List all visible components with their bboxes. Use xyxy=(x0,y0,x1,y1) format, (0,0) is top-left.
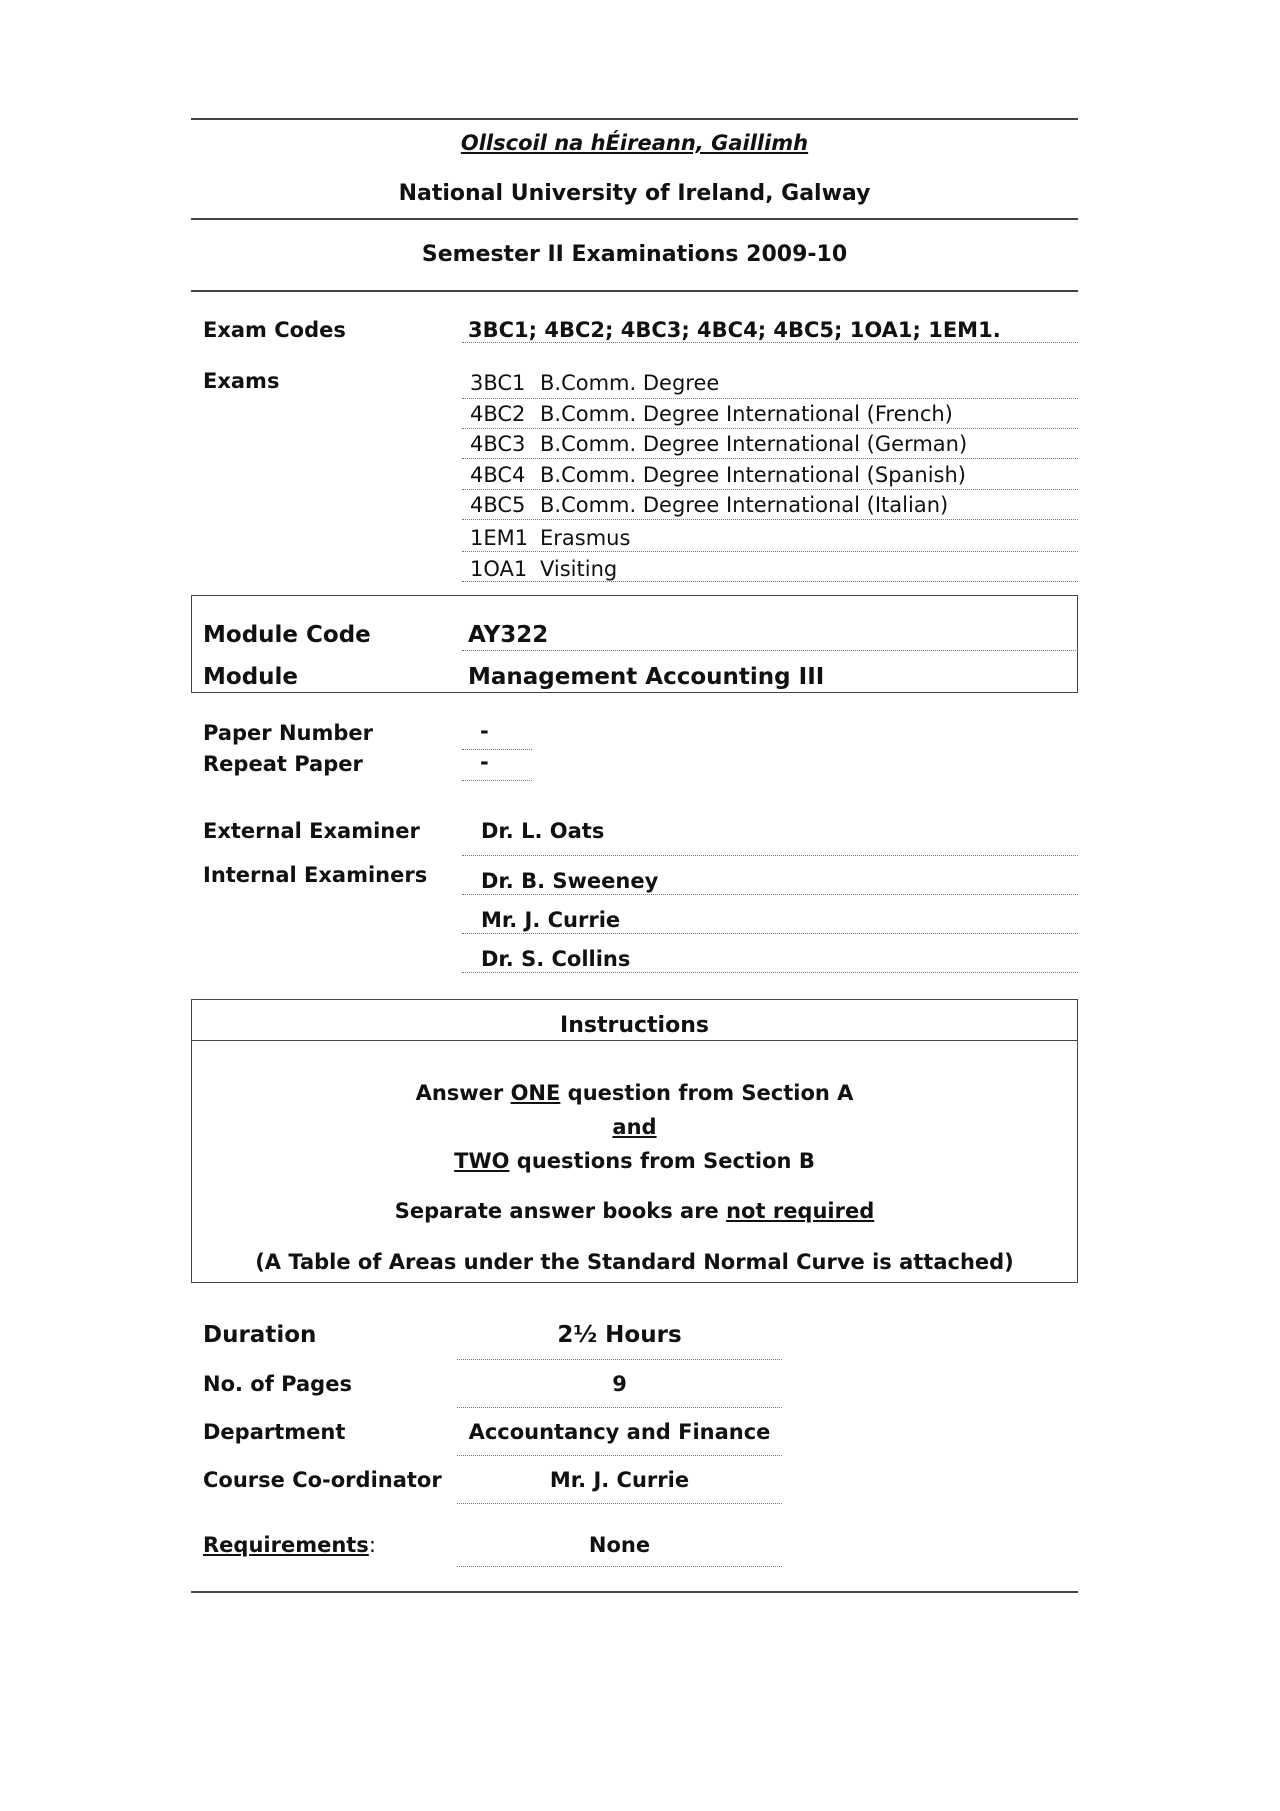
duration-value: 2½ Hours xyxy=(557,1322,682,1348)
exam-row: 1EM1 Erasmus xyxy=(470,526,631,550)
module-code-label: Module Code xyxy=(203,622,371,648)
pages-value: 9 xyxy=(612,1372,627,1396)
repeat-paper-value: - xyxy=(480,750,489,774)
exam-row-rule xyxy=(462,551,1078,552)
university-name-irish: Ollscoil na hÉireann, Gaillimh xyxy=(460,131,809,155)
instructions-box xyxy=(191,999,1078,1283)
coordinator-rule xyxy=(457,1503,782,1504)
semester-title: Semester II Examinations 2009-10 xyxy=(421,242,848,267)
module-name-value: Management Accounting III xyxy=(468,664,825,690)
repeat-paper-label: Repeat Paper xyxy=(203,752,363,776)
instruction-table-note: (A Table of Areas under the Standard Normal Curve is attached) xyxy=(255,1250,1014,1274)
exams-label: Exams xyxy=(203,369,280,393)
requirements-rule xyxy=(457,1566,782,1567)
exam-codes-label: Exam Codes xyxy=(203,318,346,342)
instruction-section-a: Answer ONE question from Section A xyxy=(415,1081,854,1105)
exam-row: 4BC2 B.Comm. Degree International (French) xyxy=(470,402,953,426)
instructions-title: Instructions xyxy=(560,1013,709,1038)
semester-rule xyxy=(191,290,1078,292)
exam-row: 3BC1 B.Comm. Degree xyxy=(470,371,720,395)
top-rule xyxy=(191,118,1078,120)
pages-rule xyxy=(457,1407,782,1408)
university-name-english: National University of Ireland, Galway xyxy=(398,181,871,206)
exam-row-rule xyxy=(462,489,1078,490)
pages-label: No. of Pages xyxy=(203,1372,352,1396)
internal-examiner-rule xyxy=(462,894,1078,895)
coordinator-value: Mr. J. Currie xyxy=(549,1468,690,1492)
repeat-paper-rule xyxy=(462,780,532,781)
department-value: Accountancy and Finance xyxy=(468,1420,771,1444)
internal-examiner: Mr. J. Currie xyxy=(481,908,621,932)
module-code-rule xyxy=(462,650,1078,651)
exam-row: 4BC3 B.Comm. Degree International (German) xyxy=(470,432,968,456)
department-label: Department xyxy=(203,1420,346,1444)
duration-label: Duration xyxy=(203,1322,317,1348)
exam-row-rule xyxy=(462,581,1078,582)
exam-row-rule xyxy=(462,398,1078,399)
internal-examiner: Dr. S. Collins xyxy=(481,947,631,971)
bottom-rule xyxy=(191,1591,1078,1593)
exam-row: 1OA1 Visiting xyxy=(470,557,618,581)
duration-rule xyxy=(457,1359,782,1360)
header-rule xyxy=(191,218,1078,220)
paper-number-rule xyxy=(462,749,532,750)
paper-number-label: Paper Number xyxy=(203,721,373,745)
instruction-and: and xyxy=(612,1115,657,1139)
instructions-title-rule xyxy=(191,1040,1078,1041)
requirements-label: Requirements: xyxy=(203,1533,376,1557)
requirements-value: None xyxy=(588,1533,651,1557)
instruction-section-b: TWO questions from Section B xyxy=(454,1149,815,1173)
paper-number-value: - xyxy=(480,719,489,743)
module-code-value: AY322 xyxy=(468,622,549,648)
exam-row: 4BC4 B.Comm. Degree International (Spanish) xyxy=(470,463,966,487)
internal-examiner: Dr. B. Sweeney xyxy=(481,869,659,893)
internal-examiner-rule xyxy=(462,933,1078,934)
instruction-answer-books: Separate answer books are not required xyxy=(394,1199,875,1223)
exam-row: 4BC5 B.Comm. Degree International (Italian) xyxy=(470,493,949,517)
external-examiner-label: External Examiner xyxy=(203,819,420,843)
external-examiner-value: Dr. L. Oats xyxy=(481,819,605,843)
module-label: Module xyxy=(203,664,299,690)
exam-row-rule xyxy=(462,428,1078,429)
exam-codes-underline xyxy=(462,342,1078,343)
internal-examiners-label: Internal Examiners xyxy=(203,863,428,887)
exam-codes-value: 3BC1; 4BC2; 4BC3; 4BC4; 4BC5; 1OA1; 1EM1. xyxy=(468,318,1001,342)
exam-row-rule xyxy=(462,519,1078,520)
external-examiner-rule xyxy=(462,855,1078,856)
coordinator-label: Course Co-ordinator xyxy=(203,1468,442,1492)
exam-row-rule xyxy=(462,458,1078,459)
department-rule xyxy=(457,1455,782,1456)
internal-examiner-rule xyxy=(462,972,1078,973)
